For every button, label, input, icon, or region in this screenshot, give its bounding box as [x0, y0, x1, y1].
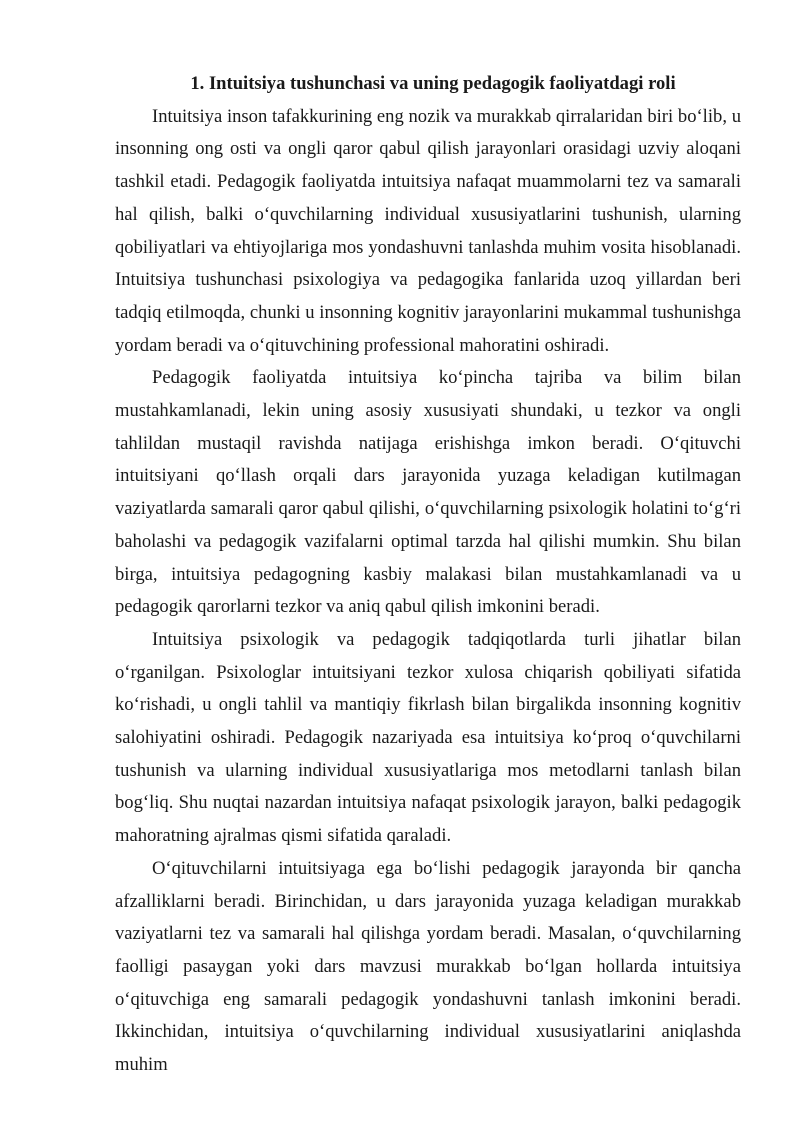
section-heading: 1. Intuitsiya tushunchasi va uning pedagogik faoliyatdagi roli [190, 73, 676, 94]
paragraph-1: Intuitsiya inson tafakkurining eng nozik va murakkab qirralaridan biri bo‘lib, u insonning ong osti va ongli qaror qabul qilish jarayonlari orasidagi uzviy aloqani tashkil etadi. Pedagogik faoliyatda intuitsiya nafaqat muammolarni tez va samarali hal qilish, balki o‘quvchilarning individual xususiyatlarini tushunish, ularning qobiliyatlari va ehtiyojlariga mos yondashuvni tanlashda muhim vosita hisoblanadi. Intuitsiya tushunchasi psixologiya va pedagogika fanlarida uzoq yillardan beri tadqiq etilmoqda, chunki u insonning kognitiv jarayonlarini mukammal tushunishga yordam beradi va o‘qituvchining professional mahoratini oshiradi. [115, 105, 741, 356]
paragraph-3: Intuitsiya psixologik va pedagogik tadqiqotlarda turli jihatlar bilan o‘rganilgan. Psixologlar intuitsiyani tezkor xulosa chiqarish qobiliyati sifatida ko‘rishadi, u ongli tahlil va mantiqiy fikrlash bilan birgalikda insonning kognitiv salohiyatini oshiradi. Pedagogik nazariyada esa intuitsiya ko‘proq o‘quvchilarni tushunish va ularning individual xususiyatlariga mos metodlarni tanlash bilan bog‘liq. Shu nuqtai nazardan intuitsiya nafaqat psixologik jarayon, balki pedagogik mahoratning ajralmas qismi sifatida qaraladi. [115, 628, 741, 847]
paragraph-2: Pedagogik faoliyatda intuitsiya ko‘pincha tajriba va bilim bilan mustahkamlanadi, lekin uning asosiy xususiyati shundaki, u tezkor va ongli tahlildan mustaqil ravishda natijaga erishishga imkon beradi. O‘qituvchi intuitsiyani qo‘llash orqali dars jarayonida yuzaga keladigan kutilmagan vaziyatlarda samarali qaror qabul qilishi, o‘quvchilarning psixologik holatini to‘g‘ri baholashi va pedagogik vazifalarni optimal tarzda hal qilishi mumkin. Shu bilan birga, intuitsiya pedagogning kasbiy malakasi bilan mustahkamlanadi va u pedagogik qarorlarni tezkor va aniq qabul qilish imkonini beradi. [115, 367, 741, 618]
document-page [115, 68, 741, 1082]
paragraph-4: O‘qituvchilarni intuitsiyaga ega bo‘lishi pedagogik jarayonda bir qancha afzalliklarni beradi. Birinchidan, u dars jarayonida yuzaga keladigan murakkab vaziyatlarni tez va samarali hal qilishga yordam beradi. Masalan, o‘quvchilarning faolligi pasaygan yoki dars mavzusi murakkab bo‘lgan hollarda intuitsiya o‘qituvchiga eng samarali pedagogik yondashuvni tanlash imkonini beradi. Ikkinchidan, intuitsiya o‘quvchilarning individual xususiyatlarini aniqlashda muhim [115, 857, 741, 1076]
